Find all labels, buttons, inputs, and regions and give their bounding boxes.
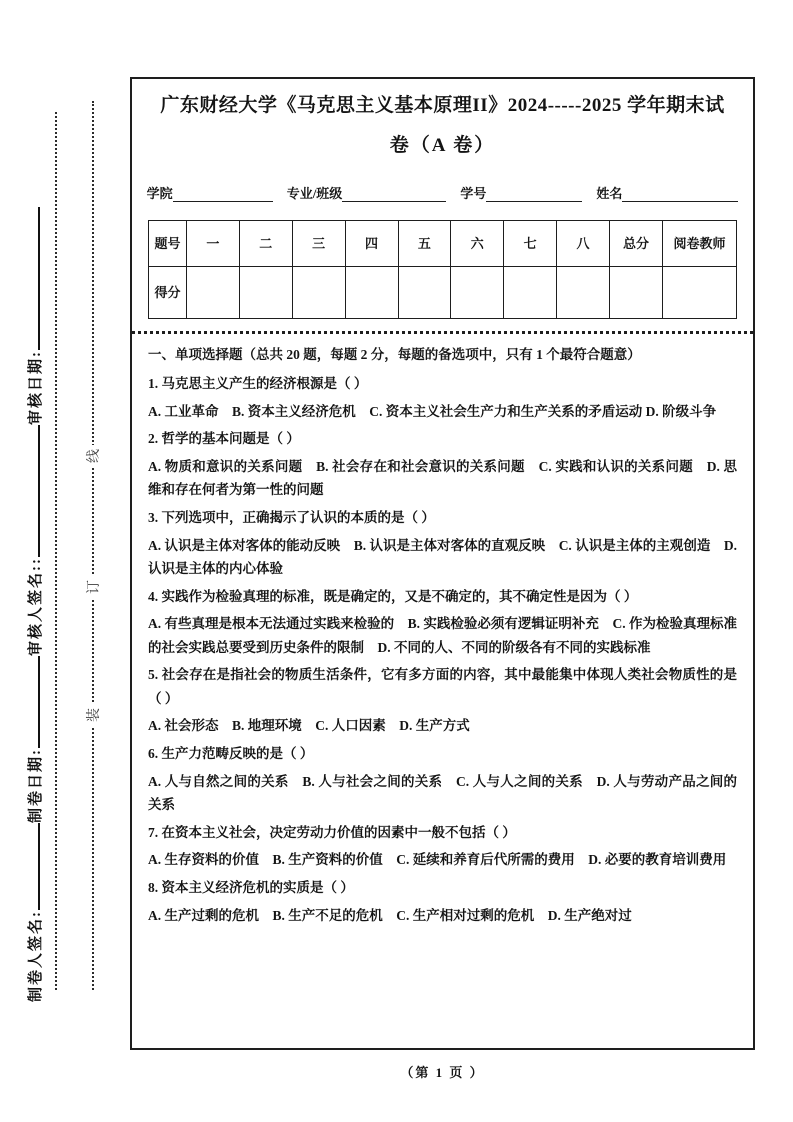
- questions-list: [148, 372, 737, 927]
- score-column-header: 六: [451, 221, 504, 267]
- header-field: [287, 183, 447, 202]
- margin-label: 制卷日期:: [28, 748, 44, 823]
- binding-char-xian: 线: [80, 445, 106, 467]
- dotted-separator: [132, 331, 753, 334]
- margin-label: 制卷人签名:: [28, 910, 44, 1002]
- score-cell-empty: [292, 267, 345, 319]
- field-blank-line: [173, 189, 273, 203]
- margin-label: 审核人签名::: [28, 557, 44, 656]
- header-field: [596, 183, 738, 202]
- exam-title-line2: 卷（A 卷）: [389, 135, 496, 157]
- margin-blank-line: [26, 425, 40, 557]
- question-stem: 3. 下列选项中，正确揭示了认识的本质的是（ ）: [148, 509, 435, 525]
- exam-title-line1: 广东财经大学《马克思主义基本原理II》2024-----2025 学年期末试: [160, 95, 725, 116]
- field-blank-line: [622, 189, 738, 203]
- question-stem: 6. 生产力范畴反映的是（ ）: [148, 745, 314, 761]
- score-cell-empty: [187, 267, 240, 319]
- question-options: A. 生存资料的价值 B. 生产资料的价值 C. 延续和养育后代所需的费用 D. 必要的教育培训费用: [148, 852, 727, 868]
- field-label: 专业/班级: [286, 186, 343, 202]
- score-column-header: 三: [292, 221, 345, 267]
- question-area: [148, 344, 737, 927]
- score-cell-empty: [398, 267, 451, 319]
- field-label: 姓名: [596, 186, 623, 202]
- margin-signature-strip: [24, 162, 45, 1002]
- page-number-footer: （第 1 页 ）: [400, 1065, 485, 1080]
- question-options: A. 工业革命 B. 资本主义经济危机 C. 资本主义社会生产力和生产关系的矛盾运动 D. 阶级斗争: [148, 403, 717, 419]
- score-cell-empty: [451, 267, 504, 319]
- question-stem: 7. 在资本主义社会，决定劳动力价值的因素中一般不包括（ ）: [148, 824, 516, 840]
- score-cell-empty: [557, 267, 610, 319]
- exam-border-box: [130, 77, 755, 1050]
- field-blank-line: [486, 189, 582, 203]
- question-stem: 1. 马克思主义产生的经济根源是（ ）: [148, 375, 368, 391]
- score-table: [148, 220, 737, 319]
- field-label: 学院: [146, 186, 173, 202]
- student-info-row: [148, 183, 737, 202]
- score-column-header: 七: [504, 221, 557, 267]
- question-stem: 5. 社会存在是指社会的物质生活条件，它有多方面的内容，其中最能集中体现人类社会物质性的是（ ）: [148, 667, 737, 706]
- score-cell-empty: [663, 267, 737, 319]
- score-table-header-row: [149, 221, 737, 267]
- score-column-header: 四: [345, 221, 398, 267]
- question-options: A. 有些真理是根本无法通过实践来检验的 B. 实践检验必须有逻辑证明补充 C. 作为检验真理标准的社会实践总要受到历史条件的限制 D. 不同的人、不同的阶级各有不同的实践标准: [148, 616, 737, 655]
- question-stem: 8. 资本主义经济危机的实质是（ ）: [148, 880, 354, 896]
- score-cell-empty: [345, 267, 398, 319]
- score-cell-empty: [504, 267, 557, 319]
- field-blank-line: [342, 189, 446, 203]
- binding-dotted-line-outer: [55, 112, 57, 990]
- score-row-label-cell: 得分: [149, 267, 187, 319]
- score-cell-empty: [239, 267, 292, 319]
- question-options: A. 物质和意识的关系问题 B. 社会存在和社会意识的关系问题 C. 实践和认识的关系问题 D. 思维和存在何者为第一性的问题: [148, 459, 737, 498]
- score-column-header: 五: [398, 221, 451, 267]
- score-column-header: 一: [187, 221, 240, 267]
- question-options: A. 人与自然之间的关系 B. 人与社会之间的关系 C. 人与人之间的关系 D. 人与劳动产品之间的关系: [148, 773, 737, 812]
- score-column-header: 总分: [610, 221, 663, 267]
- header-field: [460, 183, 582, 202]
- binding-dotted-line-inner: [92, 101, 94, 990]
- score-cell-empty: [610, 267, 663, 319]
- header-field: [147, 183, 273, 202]
- score-column-header: 八: [557, 221, 610, 267]
- question-options: A. 认识是主体对客体的能动反映 B. 认识是主体对客体的直观反映 C. 认识是主体的主观创造 D. 认识是主体的内心体验: [148, 537, 737, 576]
- score-column-header: 二: [239, 221, 292, 267]
- margin-blank-line: [26, 207, 40, 350]
- score-column-header: 阅卷教师: [663, 221, 737, 267]
- question-options: A. 生产过剩的危机 B. 生产不足的危机 C. 生产相对过剩的危机 D. 生产绝对过: [148, 907, 632, 923]
- binding-char-zhuang: 装: [80, 704, 106, 726]
- score-table-score-row: [149, 267, 737, 319]
- margin-blank-line: [26, 656, 40, 748]
- question-stem: 4. 实践作为检验真理的标准，既是确定的，又是不确定的，其不确定性是因为（ ）: [148, 588, 638, 604]
- margin-blank-line: [26, 823, 40, 910]
- section-heading: 一、单项选择题（总共 20 题，每题 2 分，每题的备选项中，只有 1 个最符合题意）: [148, 347, 641, 363]
- binding-char-ding: 订: [80, 576, 106, 598]
- score-table-corner-cell: 题号: [149, 221, 187, 267]
- field-label: 学号: [460, 186, 487, 202]
- margin-label: 审核日期:: [28, 350, 44, 425]
- question-stem: 2. 哲学的基本问题是（ ）: [148, 431, 300, 447]
- question-options: A. 社会形态 B. 地理环境 C. 人口因素 D. 生产方式: [148, 718, 470, 734]
